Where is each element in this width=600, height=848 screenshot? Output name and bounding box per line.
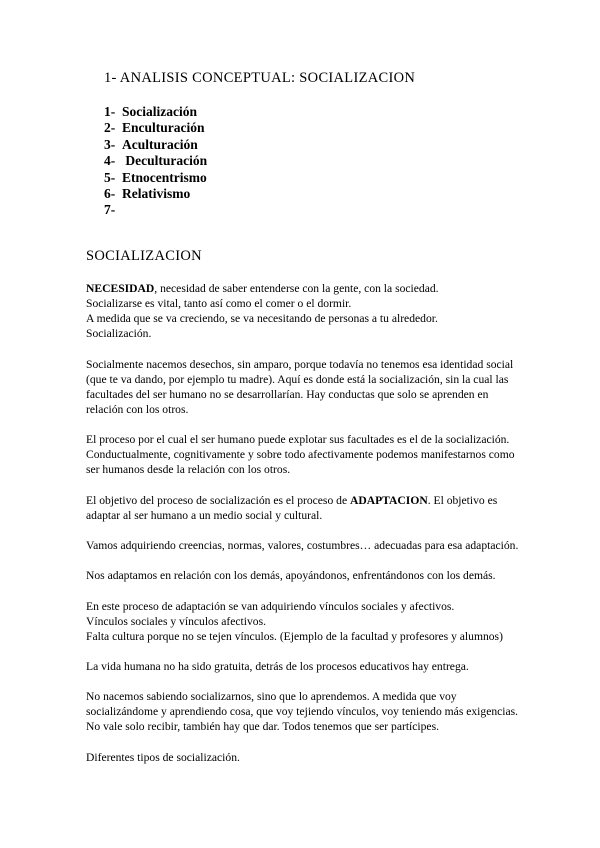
paragraph-line: El proceso por el cual el ser humano puede explotar sus facultades es el de la socialización. — [86, 433, 510, 447]
keyword-necesidad: NECESIDAD — [86, 282, 155, 295]
topic-item — [104, 186, 207, 202]
paragraph-line: , necesidad de saber entenderse con la gente, con la sociedad. — [154, 282, 439, 295]
topic-list — [104, 104, 207, 219]
paragraph — [86, 432, 526, 477]
document-title: 1- ANALISIS CONCEPTUAL: SOCIALIZACION — [104, 70, 416, 86]
section-body — [86, 281, 526, 780]
topic-item — [104, 120, 207, 136]
paragraph — [86, 599, 526, 644]
topic-item — [104, 137, 207, 153]
paragraph-line: Conductualmente, cognitivamente y sobre todo afectivamente podemos manifestarnos como ser humanos desde la relación con los otros. — [86, 448, 515, 477]
topic-label: Deculturación — [122, 153, 208, 169]
topic-item — [104, 202, 207, 218]
paragraph: Socialmente nacemos desechos, sin amparo, porque todavía no tenemos esa identidad social (que te va dando, por ejemplo tu madre). Aquí es donde está la socialización, sin la cual las facultades del ser humano no se desarrollarían. Hay conductas que solo se aprenden en relación con los otros. — [86, 357, 514, 416]
topic-number: 6- — [104, 185, 116, 201]
section-title: SOCIALIZACION — [86, 248, 202, 264]
paragraph: Vamos adquiriendo creencias, normas, valores, costumbres… adecuadas para esa adaptación. — [86, 538, 519, 552]
topic-number: 3- — [104, 136, 116, 152]
paragraph-text: El objetivo del proceso de socialización es el proceso de — [86, 493, 350, 507]
topic-number: 1- — [104, 104, 116, 119]
paragraph-line: Vínculos sociales y vínculos afectivos. — [86, 614, 266, 628]
topic-label: Aculturación — [122, 136, 198, 152]
paragraph: La vida humana no ha sido gratuita, detrás de los procesos educativos hay entrega. — [86, 660, 469, 673]
paragraph-line: En este proceso de adaptación se van adquiriendo vínculos sociales y afectivos. — [86, 599, 455, 613]
topic-item — [104, 153, 207, 169]
topic-label: Socialización — [122, 104, 197, 119]
paragraph-line: Socializarse es vital, tanto así como el comer o el dormir. — [86, 297, 352, 311]
topic-label: Enculturación — [122, 120, 205, 136]
topic-number: 2- — [104, 120, 116, 136]
paragraph-text: . El objetivo es adaptar al ser humano a un medio social y cultural. — [86, 493, 498, 522]
paragraph-adaptacion — [86, 493, 526, 523]
paragraph-line: Falta cultura porque no se tejen vínculos. (Ejemplo de la facultad y profesores y alumnos) — [86, 629, 503, 643]
topic-label: Etnocentrismo — [122, 169, 207, 185]
paragraph: No nacemos sabiendo socializarnos, sino que lo aprendemos. A medida que voy socializándome y aprendiendo cosa, que voy tejiendo vínculos, voy teniendo más exigencias. No vale solo recibir, también hay que dar. Todos tenemos que ser partícipes. — [86, 690, 519, 734]
topic-number: 4- — [104, 153, 116, 169]
paragraph-line: A medida que se va creciendo, se va necesitando de personas a tu alrededor. — [86, 312, 438, 326]
paragraph: Diferentes tipos de socialización. — [86, 750, 240, 764]
topic-number: 5- — [104, 169, 116, 185]
keyword-adaptacion: ADAPTACION — [349, 493, 428, 507]
paragraph-line: Socialización. — [86, 327, 152, 341]
topic-item — [104, 170, 207, 186]
topic-number: 7- — [104, 202, 116, 218]
topic-item — [104, 104, 207, 120]
paragraph-necesidad — [86, 281, 526, 341]
paragraph: Nos adaptamos en relación con los demás, apoyándonos, enfrentándonos con los demás. — [86, 569, 496, 583]
topic-label: Relativismo — [122, 185, 191, 201]
